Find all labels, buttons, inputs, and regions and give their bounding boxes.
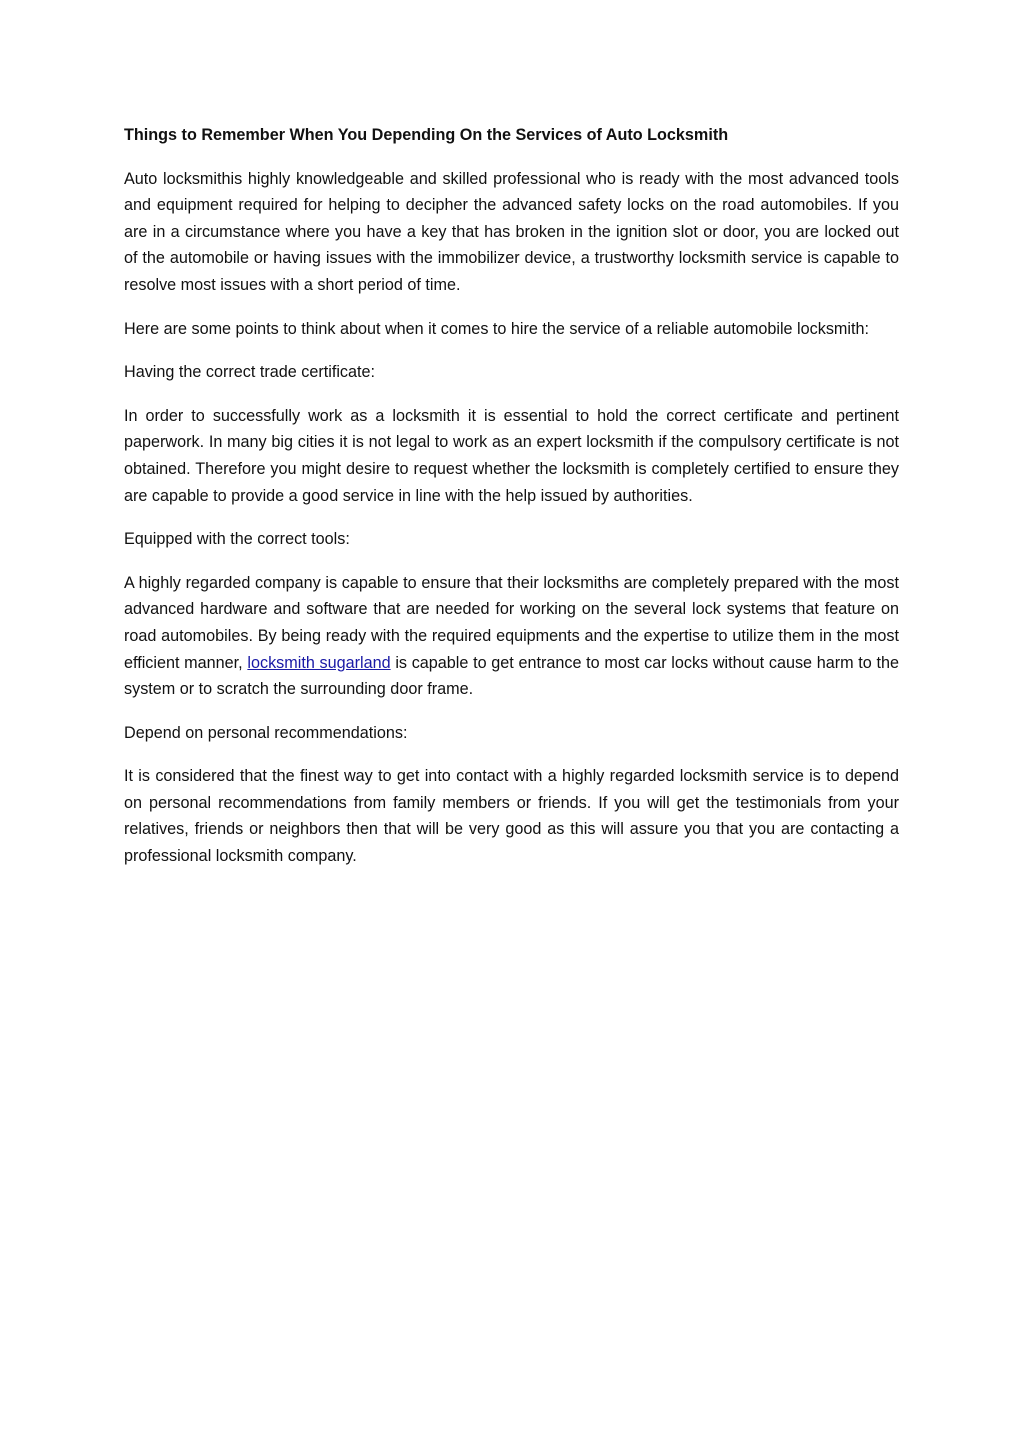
locksmith-sugarland-link[interactable]: locksmith sugarland: [247, 653, 391, 672]
section-body-tools: [124, 570, 899, 703]
section-body-certificate: In order to successfully work as a locksmith it is essential to hold the correct certificate and pertinent paperwork. In many big cities it is not legal to work as an expert locksmith if the compulsory certificate is not obtained. Therefore you might desire to request whether the locksmith is completely certified to ensure they are capable to provide a good service in line with the help issued by authorities.: [124, 406, 899, 505]
document-title: Things to Remember When You Depending On the Services of Auto Locksmith: [124, 126, 729, 144]
section-heading-tools: Equipped with the correct tools:: [124, 530, 350, 549]
section-heading-certificate: Having the correct trade certificate:: [124, 363, 376, 382]
document-page: [124, 122, 899, 887]
tools-text-before-link: A highly regarded company is capable to ensure that their locksmiths are completely prepared with the most advanced hardware and software that are needed for working on the several lock systems that feature on road automobiles. By being ready with the required equipments and the expertise to utilize them in the most efficient manner,: [124, 573, 899, 672]
tools-text-after-link: is capable to get entrance to most car locks without cause harm to the system or to scratch the surrounding door frame.: [124, 653, 899, 699]
section-heading-recommendations: Depend on personal recommendations:: [124, 723, 408, 742]
section-body-recommendations: It is considered that the finest way to get into contact with a highly regarded locksmith service is to depend on personal recommendations from family members or friends. If you will get the testimonials from your relatives, friends or neighbors then that will be very good as this will assure you that you are contacting a professional locksmith company.: [124, 767, 899, 866]
points-intro-paragraph: Here are some points to think about when it comes to hire the service of a reliable automobile locksmith:: [124, 319, 869, 338]
intro-paragraph: Auto locksmithis highly knowledgeable and skilled professional who is ready with the most advanced tools and equipment required for helping to decipher the advanced safety locks on the road automobiles. If you are in a circumstance where you have a key that has broken in the ignition slot or door, you are locked out of the automobile or having issues with the immobilizer device, a trustworthy locksmith service is capable to resolve most issues with a short period of time.: [124, 169, 899, 294]
